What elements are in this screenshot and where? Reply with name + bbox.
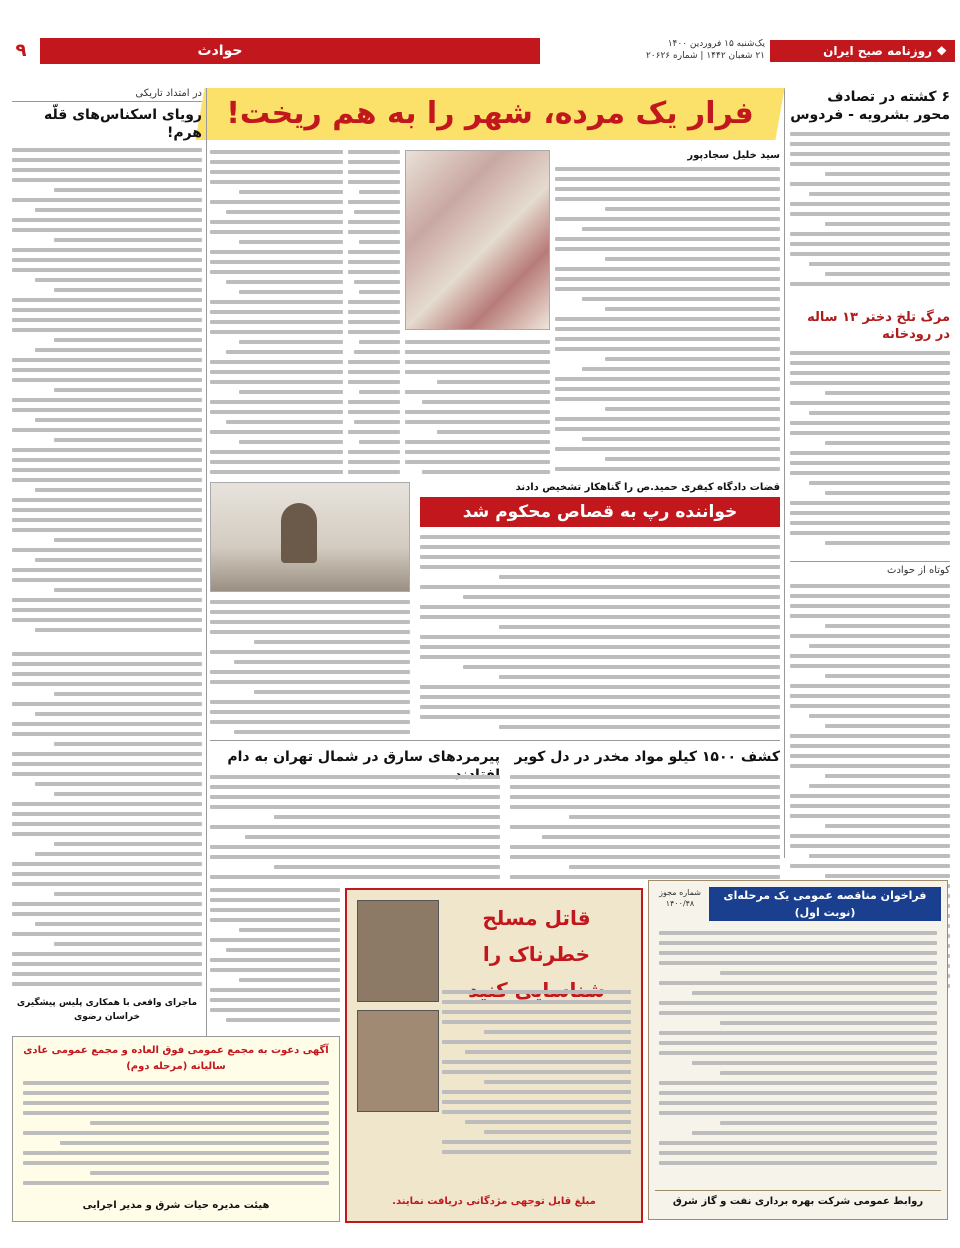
notice-footer: هیئت مدیره حیات شرق و مدیر اجرایی (82, 1200, 270, 1211)
tehran-body (210, 775, 500, 880)
tehran-title: پیرمردهای سارق در شمال تهران به دام (227, 749, 500, 765)
kavir-body (510, 775, 780, 880)
left-column (12, 88, 202, 648)
story-body (790, 132, 950, 297)
court-headline: خواننده رپ به قصاص محکوم شد (420, 497, 780, 527)
left-body (12, 652, 202, 992)
notice-body (23, 1081, 329, 1191)
issue-date: یک‌شنبه ۱۵ فروردین ۱۴۰۰ (667, 39, 765, 49)
section-title: حوادث (197, 43, 243, 59)
kavir-title: کشف ۱۵۰۰ کیلو مواد مخدر در دل کویر (514, 749, 780, 765)
tender-ad (648, 880, 948, 1220)
article-body (210, 150, 343, 480)
wanted-body (442, 990, 631, 1160)
tehran-body (210, 888, 340, 1028)
article-body (555, 167, 780, 482)
court-kicker: قضات دادگاه کیفری حمید.ص را گناهکار تشخیص دادند (515, 482, 780, 493)
left-body (12, 148, 202, 643)
wanted-ad (345, 888, 643, 1223)
column-divider (784, 88, 785, 858)
section-bar (40, 38, 540, 64)
suspect-photo (357, 1010, 439, 1112)
article-body (348, 150, 400, 480)
notice-title: آگهی دعوت به مجمع عمومی فوق العاده و مجمع عمومی عادی سالیانه (مرحله دوم) (23, 1045, 329, 1072)
tender-number: شماره مجوز ۱۴۰۰/۴۸ (659, 888, 701, 908)
court-body (420, 535, 780, 735)
court-photo (210, 482, 410, 592)
story-body (790, 351, 950, 551)
left-footer: ماجرای واقعی با همکاری پلیس پیشگیری خراسان رضوی (16, 998, 198, 1022)
notice-ad (12, 1036, 340, 1222)
article-author-col (555, 150, 780, 480)
brand-name: روزنامه صبح ایران (823, 44, 933, 58)
brand-logo: ❖ (932, 44, 947, 58)
author-name: سید خلیل سجادپور (687, 150, 780, 161)
page-header (0, 0, 960, 88)
headline-text: فرار یک مرده، شهر را به هم ریخت! (226, 96, 754, 131)
story-title: ۶ کشته در تصادف محور بشرویه - فردوس (790, 89, 950, 123)
carpet-photo (405, 150, 550, 330)
suspect-photo (357, 900, 439, 1002)
article-body (405, 340, 550, 480)
issue-info (560, 38, 765, 64)
tender-title: فراخوان مناقصه عمومی یک مرحله‌ای (نوبت اول) (709, 887, 941, 921)
brand-bar (770, 40, 955, 62)
tender-footer: روابط عمومی شرکت بهره برداری نفت و گاز شرق (655, 1190, 941, 1213)
main-headline (200, 88, 780, 140)
page-number: ۹ (15, 40, 27, 61)
tender-body (659, 931, 937, 1171)
section-divider (210, 740, 780, 741)
left-kicker: در امتداد تاریکی (12, 88, 202, 102)
issue-number: ۲۱ شعبان ۱۴۴۲ | شماره ۲۰۶۲۶ (645, 51, 765, 61)
wanted-reward: مبلغ قابل توجهی مژدگانی دریافت نمایند. (392, 1196, 596, 1207)
brief-label: کوتاه از حوادث (790, 561, 950, 576)
story-title: مرگ تلخ دختر ۱۳ ساله در رودخانه (807, 310, 950, 342)
left-title: رویای اسکناس‌های قلّه هرم! (43, 107, 202, 141)
wanted-title: قاتل مسلح خطرناک را (482, 906, 591, 966)
court-body (210, 600, 410, 735)
defendant-figure (281, 503, 317, 563)
